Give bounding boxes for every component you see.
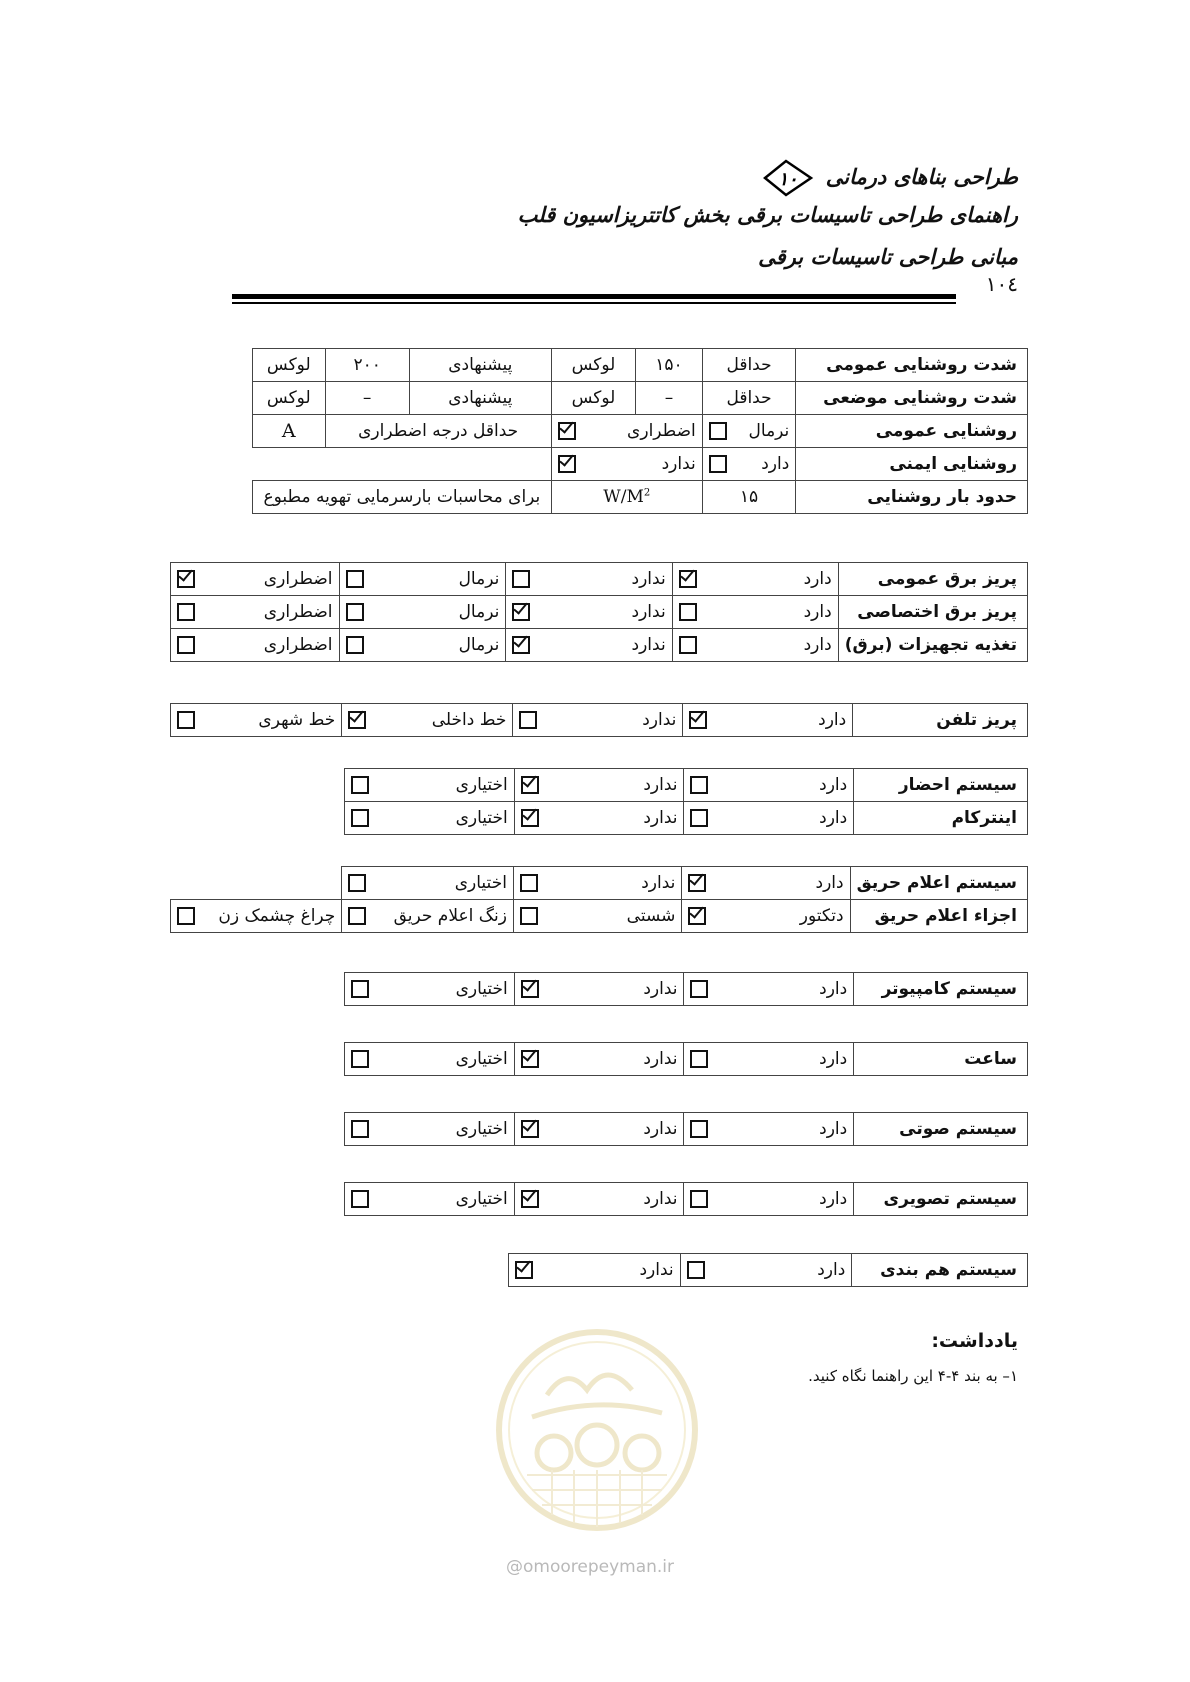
row-label: سیستم صوتی xyxy=(854,1113,1028,1146)
optional-option: اختیاری xyxy=(345,802,515,835)
table-row xyxy=(171,867,1028,900)
video-system-table xyxy=(344,1182,1028,1216)
optional-option: اختیاری xyxy=(345,973,515,1006)
optional-option: اختیاری xyxy=(345,1113,515,1146)
has-checkbox[interactable] xyxy=(690,980,708,998)
row-label: پریز برق عمومی xyxy=(838,563,1027,596)
header-rule-thin xyxy=(232,302,956,304)
has-not-checkbox[interactable] xyxy=(520,874,538,892)
has-not-option: ندارد xyxy=(551,448,702,481)
min-grade-label: حداقل درجه اضطراری xyxy=(325,415,551,448)
has-not-option: ندارد xyxy=(514,769,684,802)
has-option: دارد xyxy=(672,563,838,596)
table-row xyxy=(253,448,1028,481)
has-option: دارد xyxy=(684,1183,854,1216)
lighting-table xyxy=(252,348,1028,514)
watermark-url: @omoorepeyman.ir xyxy=(506,1557,675,1577)
chapter-number: ۱۰ xyxy=(778,169,799,190)
has-not-option: ندارد xyxy=(506,629,672,662)
has-not-checkbox[interactable] xyxy=(512,570,530,588)
emergency-checkbox[interactable] xyxy=(177,570,195,588)
has-checkbox[interactable] xyxy=(679,570,697,588)
normal-checkbox[interactable] xyxy=(346,570,364,588)
has-not-option: ندارد xyxy=(509,1254,681,1287)
has-option: دارد xyxy=(684,769,854,802)
phone-table xyxy=(170,703,1028,737)
row-label: اجزاء اعلام حریق xyxy=(850,900,1027,933)
internal-line-checkbox[interactable] xyxy=(348,711,366,729)
normal-option: نرمال xyxy=(339,629,506,662)
has-option: دارد xyxy=(684,802,854,835)
min-unit: لوکس xyxy=(551,382,635,415)
note-item: ۱– به بند ۴-۴ این راهنما نگاه کنید. xyxy=(808,1367,1018,1385)
min-value: ۱۵۰ xyxy=(636,349,703,382)
row-label: پریز تلفن xyxy=(853,704,1028,737)
optional-checkbox[interactable] xyxy=(348,874,366,892)
empty-cell xyxy=(253,448,552,481)
has-not-checkbox[interactable] xyxy=(521,1120,539,1138)
optional-checkbox[interactable] xyxy=(351,809,369,827)
fire-alarm-table xyxy=(170,866,1028,933)
has-not-checkbox[interactable] xyxy=(521,1190,539,1208)
table-row xyxy=(345,1043,1028,1076)
series-title-text: طراحی بناهای درمانی xyxy=(825,165,1018,189)
has-checkbox[interactable] xyxy=(690,809,708,827)
table-row xyxy=(345,1113,1028,1146)
city-line-checkbox[interactable] xyxy=(177,711,195,729)
row-label: شدت روشنایی عمومی xyxy=(796,349,1028,382)
has-not-checkbox[interactable] xyxy=(521,980,539,998)
grade-value: A xyxy=(253,415,326,448)
fire-bell-checkbox[interactable] xyxy=(348,907,366,925)
table-row xyxy=(345,769,1028,802)
has-not-option: ندارد xyxy=(513,867,681,900)
has-checkbox[interactable] xyxy=(679,636,697,654)
has-option: دارد xyxy=(680,1254,852,1287)
normal-option: نرمال xyxy=(339,563,506,596)
table-row xyxy=(345,802,1028,835)
row-label: سیستم تصویری xyxy=(854,1183,1028,1216)
manual-call-checkbox[interactable] xyxy=(520,907,538,925)
table-row xyxy=(253,481,1028,514)
watermark-logo xyxy=(492,1325,702,1539)
emergency-checkbox[interactable] xyxy=(558,422,576,440)
detector-option: دتکتور xyxy=(682,900,850,933)
optional-option: اختیاری xyxy=(345,1183,515,1216)
row-label: سیستم هم بندی xyxy=(852,1254,1028,1287)
suggested-label: پیشنهادی xyxy=(409,349,551,382)
emergency-option: اضطراری xyxy=(171,629,340,662)
section-title: مبانی طراحی تاسیسات برقی xyxy=(758,245,1018,269)
row-label: روشنایی ایمنی xyxy=(796,448,1028,481)
has-not-option: ندارد xyxy=(514,973,684,1006)
normal-checkbox[interactable] xyxy=(709,422,727,440)
row-label: ساعت xyxy=(854,1043,1028,1076)
has-not-option: ندارد xyxy=(514,1183,684,1216)
has-not-checkbox[interactable] xyxy=(521,809,539,827)
row-label: پریز برق اختصاصی xyxy=(838,596,1027,629)
emergency-option: اضطراری xyxy=(171,563,340,596)
emergency-checkbox[interactable] xyxy=(177,603,195,621)
table-row xyxy=(253,349,1028,382)
optional-checkbox[interactable] xyxy=(351,1050,369,1068)
has-checkbox[interactable] xyxy=(688,874,706,892)
has-checkbox[interactable] xyxy=(679,603,697,621)
normal-option: نرمال xyxy=(339,596,506,629)
has-checkbox[interactable] xyxy=(690,776,708,794)
power-table xyxy=(170,562,1028,662)
has-not-checkbox[interactable] xyxy=(512,603,530,621)
empty-cell xyxy=(171,867,342,900)
row-label: سیستم کامپیوتر xyxy=(854,973,1028,1006)
table-row xyxy=(171,629,1028,662)
has-checkbox[interactable] xyxy=(690,1120,708,1138)
has-option: دارد xyxy=(684,973,854,1006)
optional-checkbox[interactable] xyxy=(351,1120,369,1138)
detector-checkbox[interactable] xyxy=(688,907,706,925)
clock-system-table xyxy=(344,1042,1028,1076)
optional-checkbox[interactable] xyxy=(351,980,369,998)
table-row xyxy=(171,900,1028,933)
has-not-option: ندارد xyxy=(514,1113,684,1146)
has-not-checkbox[interactable] xyxy=(519,711,537,729)
has-option: دارد xyxy=(672,629,838,662)
has-option: دارد xyxy=(683,704,853,737)
document-subtitle: راهنمای طراحی تاسیسات برقی بخش کاتتریزاسیون قلب xyxy=(517,203,1018,227)
has-not-option: ندارد xyxy=(514,1043,684,1076)
optional-checkbox[interactable] xyxy=(351,776,369,794)
table-row xyxy=(171,563,1028,596)
optional-option: اختیاری xyxy=(345,1043,515,1076)
has-not-checkbox[interactable] xyxy=(512,636,530,654)
load-note: برای محاسبات بارسرمایی تهویه مطبوع xyxy=(253,481,552,514)
page-number: ۱۰٤ xyxy=(985,272,1018,296)
table-row xyxy=(345,1183,1028,1216)
has-not-option: ندارد xyxy=(513,704,683,737)
has-checkbox[interactable] xyxy=(709,455,727,473)
table-row xyxy=(171,704,1028,737)
document-series-title xyxy=(458,158,1018,198)
suggested-unit: لوکس xyxy=(253,382,326,415)
has-not-checkbox[interactable] xyxy=(521,1050,539,1068)
min-value: – xyxy=(636,382,703,415)
normal-checkbox[interactable] xyxy=(346,636,364,654)
normal-checkbox[interactable] xyxy=(346,603,364,621)
suggested-unit: لوکس xyxy=(253,349,326,382)
emergency-option: اضطراری xyxy=(171,596,340,629)
internal-line-option: خط داخلی xyxy=(342,704,513,737)
has-option: دارد xyxy=(702,448,796,481)
row-label: سیستم احضار xyxy=(854,769,1028,802)
min-unit: لوکس xyxy=(551,349,635,382)
table-row xyxy=(171,596,1028,629)
row-label: اینترکام xyxy=(854,802,1028,835)
emergency-option: اضطراری xyxy=(551,415,702,448)
has-option: دارد xyxy=(672,596,838,629)
optional-option: اختیاری xyxy=(342,867,514,900)
notes-title: یادداشت: xyxy=(931,1330,1018,1352)
city-line-option: خط شهری xyxy=(171,704,342,737)
emergency-checkbox[interactable] xyxy=(177,636,195,654)
chapter-badge xyxy=(762,158,814,198)
computer-system-table xyxy=(344,972,1028,1006)
flasher-checkbox[interactable] xyxy=(177,907,195,925)
has-checkbox[interactable] xyxy=(690,1050,708,1068)
optional-checkbox[interactable] xyxy=(351,1190,369,1208)
row-label: سیستم اعلام حریق xyxy=(850,867,1027,900)
fire-bell-option: زنگ اعلام حریق xyxy=(342,900,514,933)
suggested-label: پیشنهادی xyxy=(409,382,551,415)
has-not-checkbox[interactable] xyxy=(521,776,539,794)
has-not-checkbox[interactable] xyxy=(515,1261,533,1279)
table-row xyxy=(509,1254,1028,1287)
suggested-value: – xyxy=(325,382,409,415)
has-option: دارد xyxy=(684,1043,854,1076)
has-not-option: ندارد xyxy=(506,596,672,629)
row-label: حدود بار روشنایی xyxy=(796,481,1028,514)
has-not-option: ندارد xyxy=(506,563,672,596)
optional-option: اختیاری xyxy=(345,769,515,802)
header-rule-thick xyxy=(232,294,956,299)
has-not-option: ندارد xyxy=(514,802,684,835)
has-not-checkbox[interactable] xyxy=(558,455,576,473)
min-label: حداقل xyxy=(702,382,796,415)
row-label: تغذیه تجهیزات (برق) xyxy=(838,629,1027,662)
table-row xyxy=(345,973,1028,1006)
table-row xyxy=(253,415,1028,448)
flasher-option: چراغ چشمک زن xyxy=(171,900,342,933)
has-option: دارد xyxy=(682,867,850,900)
grounding-table xyxy=(508,1253,1028,1287)
row-label: روشنایی عمومی xyxy=(796,415,1028,448)
load-value: ۱۵ xyxy=(702,481,796,514)
has-checkbox[interactable] xyxy=(689,711,707,729)
manual-call-option: شستی xyxy=(513,900,681,933)
load-unit: $W/M^2$ xyxy=(551,481,702,514)
has-checkbox[interactable] xyxy=(690,1190,708,1208)
has-checkbox[interactable] xyxy=(687,1261,705,1279)
has-option: دارد xyxy=(684,1113,854,1146)
min-label: حداقل xyxy=(702,349,796,382)
normal-option: نرمال xyxy=(702,415,796,448)
table-row xyxy=(253,382,1028,415)
suggested-value: ۲۰۰ xyxy=(325,349,409,382)
call-systems-table xyxy=(344,768,1028,835)
audio-system-table xyxy=(344,1112,1028,1146)
row-label: شدت روشنایی موضعی xyxy=(796,382,1028,415)
